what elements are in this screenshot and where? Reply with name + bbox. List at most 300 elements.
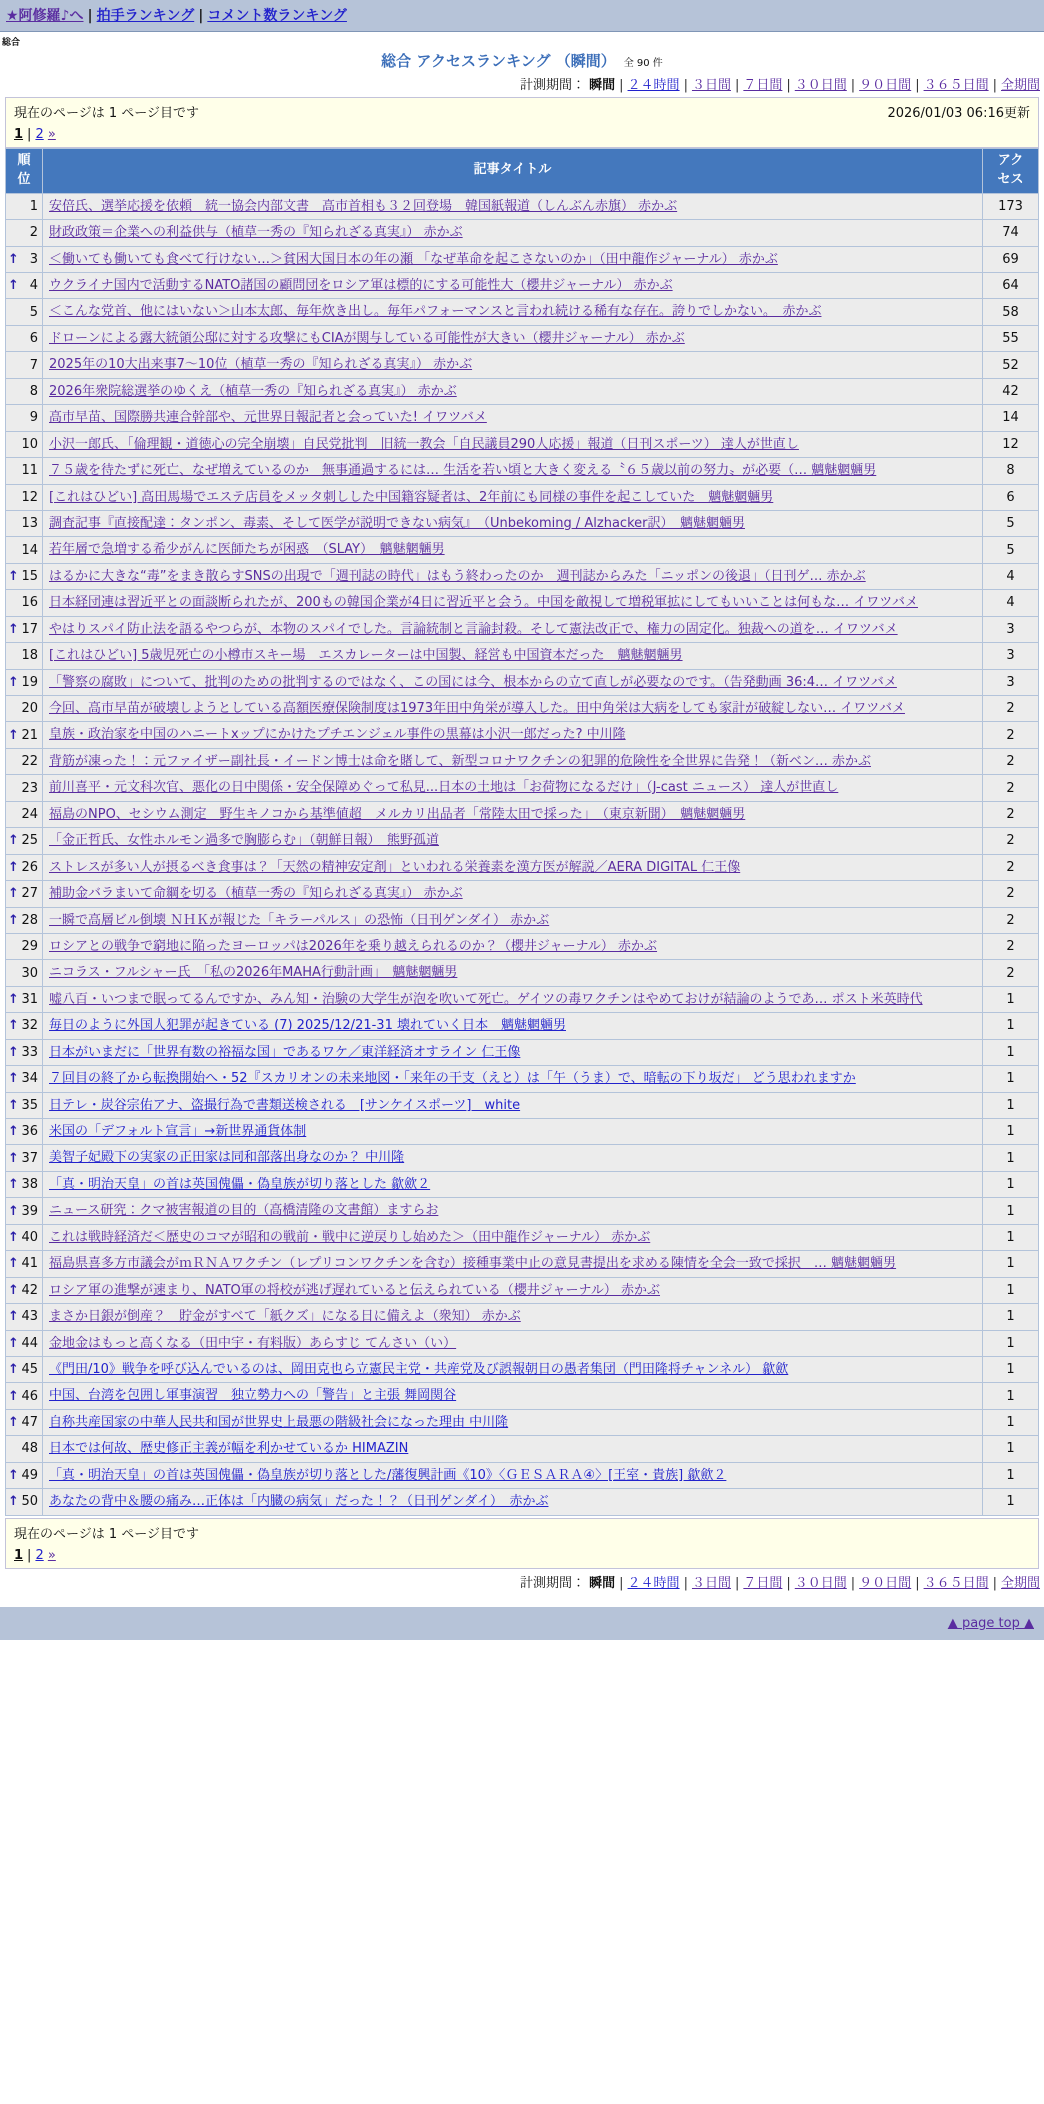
separator: | [992,1575,997,1591]
rank-up-arrow-icon: ↑ [8,886,19,902]
title-cell [43,246,983,272]
access-count: 6 [983,484,1039,510]
rank-cell [6,246,43,272]
rank-cell [6,1304,43,1330]
rank-cell [6,1383,43,1409]
article-link[interactable]: ドローンによる露大統領公邸に対する攻撃にもCIAが関与している可能性が大きい（櫻井ジャーナル） 赤かぶ [49,330,685,346]
title-cell [43,193,983,219]
page-link[interactable]: 2 [35,1547,44,1563]
rank-up-arrow-icon: ↑ [8,1071,19,1087]
access-count: 2 [983,748,1039,774]
rank-number: 41 [21,1256,38,1272]
title-cell [43,590,983,616]
rank-up-arrow-icon: ↑ [8,1362,19,1378]
title-cell [43,1092,983,1118]
table-row [6,1066,1039,1092]
rank-number: 35 [21,1097,38,1113]
table-row [6,1489,1039,1515]
table-row [6,696,1039,722]
rank-cell [6,325,43,351]
article-link[interactable]: やはりスパイ防止法を語るやつらが、本物のスパイでした。言論統制と言論封殺。そして憲法改正で、権力の固定化。独裁への道を… イワツバメ [49,621,898,637]
article-link[interactable]: 美智子妃殿下の実家の正田家は同和部落出身なのか？ 中川隆 [49,1150,405,1166]
article-link[interactable]: ウクライナ国内で活動するNATO諸国の顧問団をロシア軍は標的にする可能性大（櫻井ジャーナル） 赤かぶ [49,278,673,293]
title-cell [43,484,983,510]
title-cell [43,722,983,748]
rank-number: 29 [21,939,38,955]
rank-cell [6,643,43,669]
rank-cell [6,1409,43,1435]
table-row [6,325,1039,351]
period-link[interactable]: 全期間 [1000,78,1040,93]
article-link[interactable]: これは戦時経済だ＜歴史のコマが昭和の戦前・戦中に逆戻りし始めた＞（田中龍作ジャーナル） 赤かぶ [49,1229,651,1245]
page-info-box-bottom [5,1518,1039,1569]
access-count: 1 [983,1145,1039,1171]
article-link[interactable]: ニコラス・フルシャー氏 「私の2026年MAHA行動計画」 魑魅魍魎男 [49,965,458,981]
rank-number: 39 [21,1203,38,1219]
title-cell [43,1462,983,1488]
article-link[interactable]: 今回、高市早苗が破壊しようとしている高額医療保険制度は1973年田中角栄が導入した。田中角栄は大病をしても家計が破綻しない… イワツバメ [49,701,905,716]
rank-number: 23 [21,780,38,796]
rank-cell [6,828,43,854]
rank-number: 3 [29,251,38,267]
top-nav-link[interactable]: 拍手ランキング [96,8,195,24]
access-count: 1 [983,1198,1039,1224]
article-link[interactable]: 2026年衆院総選挙のゆくえ（植草一秀の『知られざる真実』） 赤かぶ [49,383,457,399]
access-count: 58 [983,299,1039,325]
page-top-bar [0,1607,1044,1640]
article-link[interactable]: 日本では何故、歴史修正主義が幅を利かせているか HIMAZIN [49,1441,409,1457]
rank-number: 1 [29,198,38,214]
access-count: 1 [983,1489,1039,1515]
article-link[interactable]: 「金正哲氏、女性ホルモン過多で胸膨らむ」（朝鮮日報） 熊野孤道 [49,833,440,849]
rank-number: 43 [21,1309,38,1325]
rank-up-arrow-icon: ↑ [8,1097,19,1113]
access-count: 52 [983,352,1039,378]
article-link[interactable]: ＜働いても働いても食べて行けない…＞貧困大国日本の年の瀬 「なぜ革命を起こさないのか」（田中龍作ジャーナル） 赤かぶ [49,251,778,267]
updated-timestamp: 2026/01/03 06:16更新 [887,106,1030,121]
table-row [6,986,1039,1012]
rank-cell [6,1092,43,1118]
rank-cell [6,748,43,774]
separator: | [619,78,624,93]
period-link[interactable]: ３日間 [691,1575,731,1591]
period-link[interactable]: ７日間 [743,1575,783,1591]
article-link[interactable]: 米国の「デフォルト宣言」→新世界通貨体制 [49,1124,307,1139]
rank-cell [6,1436,43,1462]
period-link[interactable]: ３日間 [691,78,731,93]
table-row [6,616,1039,642]
separator: | [27,127,32,142]
rank-cell [6,1224,43,1250]
title-cell [43,1356,983,1382]
page-info-box-top [5,97,1039,148]
rank-cell [6,696,43,722]
period-selector-bottom [0,1569,1044,1593]
article-link[interactable]: 背筋が凍った！：元ファイザー副社長・イードン博士は命を賭して、新型コロナワクチンの犯罪的危険性を全世界に告発！（新ベン… 赤かぶ [49,753,871,769]
rank-number: 48 [21,1441,38,1457]
access-count: 3 [983,616,1039,642]
current-page-number[interactable]: 1 [14,1547,24,1563]
rank-number: 16 [21,595,38,611]
title-cell [43,801,983,827]
table-row [6,748,1039,774]
rank-up-arrow-icon: ↑ [8,1467,19,1483]
rank-cell [6,616,43,642]
period-link[interactable]: ９０日間 [859,78,912,93]
article-link[interactable]: 高市早苗、国際勝共連合幹部や、元世界日報記者と会っていた! イワツバメ [49,410,487,426]
title-cell [43,1119,983,1145]
article-link[interactable]: 「警察の腐敗」について、批判のための批判するのではなく、この国には今、根本からの立て直しが必要なのです。（告発動画 36:4… イワツバメ [49,674,897,690]
title-cell [43,986,983,1012]
access-count: 12 [983,431,1039,457]
separator: | [734,1575,740,1591]
access-count: 2 [983,775,1039,801]
page-top-link[interactable]: ▲ page top ▲ [947,1615,1034,1631]
corner-label: 総合 [2,38,21,48]
period-link[interactable]: ３０日間 [794,1575,847,1591]
title-cell [43,748,983,774]
table-row [6,246,1039,272]
rank-up-arrow-icon: ↑ [8,1256,19,1272]
title-cell [43,960,983,986]
title-cell [43,510,983,536]
article-link[interactable]: 前川喜平・元文科次官、悪化の日中関係・安全保障めぐって私見...日本の土地は「お荷物になるだけ」（J-cast ニュース） 達人が世直し [49,780,839,796]
rank-cell [6,563,43,589]
article-link[interactable]: 一瞬で高層ビル倒壊 ＮＨＫが報じた「キラーパルス」の恐怖（日刊ゲンダイ） 赤かぶ [49,912,550,928]
separator: | [915,1575,920,1591]
table-row [6,1330,1039,1356]
separator: | [850,78,856,93]
article-link[interactable]: 福島県喜多方市議会がｍＲＮＡワクチン（レプリコンワクチンを含む）接種事業中止の意見書提出を求める陳情を全会一致で採択 … 魑魅魍魎男 [49,1256,897,1272]
rank-cell [6,1330,43,1356]
rank-cell [6,1356,43,1382]
table-row [6,1092,1039,1118]
page-title: 総合 アクセスランキング （瞬間） [381,52,616,70]
table-row [6,1119,1039,1145]
title-cell [43,1066,983,1092]
article-link[interactable]: 安倍氏、選挙応援を依頼 統一協会内部文書 高市首相も３２回登場 韓国紙報道（しんぶん赤旗） 赤かぶ [49,198,678,214]
title-cell [43,1039,983,1065]
rank-up-arrow-icon: ↑ [8,1309,19,1325]
article-link[interactable]: 補助金バラまいて命綱を切る（植草一秀の『知られざる真実』） 赤かぶ [49,886,463,902]
rank-number: 12 [21,489,38,505]
rank-cell [6,352,43,378]
page-link[interactable]: » [47,127,56,142]
access-count: 1 [983,1356,1039,1382]
title-cell [43,1383,983,1409]
table-row [6,1224,1039,1250]
column-header-access: アクセス [983,149,1039,194]
rank-cell [6,775,43,801]
table-row [6,273,1039,299]
title-cell [43,669,983,695]
article-link[interactable]: ７回目の終了から転換開始へ・52『スカリオンの未来地図・「来年の干支（えと）は「午（うま）で、暗転の下り坂だ」 どう思われますか [49,1071,856,1087]
rank-up-arrow-icon: ↑ [8,278,19,294]
article-link[interactable]: 毎日のように外国人犯罪が起きている (7) 2025/12/21-31 壊れていく日本 魑魅魍魎男 [49,1018,566,1034]
rank-up-arrow-icon: ↑ [8,833,19,849]
page-link[interactable]: 2 [35,127,44,142]
rank-up-arrow-icon: ↑ [8,1044,19,1060]
rank-number: 33 [21,1044,38,1060]
article-link[interactable]: 嘘八百・いつまで眠ってるんですか、みん知・治験の大学生が泡を吹いて死亡。ゲイツの毒ワクチンはやめておけが結論のようであ… ポスト米英時代 [49,991,923,1007]
rank-cell [6,1251,43,1277]
article-link[interactable]: 《門田/10》戦争を呼び込んでいるのは、岡田克也ら立憲民主党・共産党及び誤報朝日の愚者集団（門田隆将チャンネル） 歙歛 [49,1361,789,1377]
current-period: 瞬間 [589,1575,616,1591]
title-cell [43,1251,983,1277]
access-count: 14 [983,405,1039,431]
table-row [6,1356,1039,1382]
rank-cell [6,1039,43,1065]
rank-cell [6,722,43,748]
rank-number: 34 [21,1071,38,1087]
article-link[interactable]: はるかに大きな“毒”をまき散らすSNSの出現で「週刊誌の時代」はもう終わったのか 週刊誌からみた「ニッポンの後退」（日刊ゲ… 赤かぶ [49,568,866,584]
rank-cell [6,933,43,959]
rank-number: 20 [21,701,38,717]
table-row [6,299,1039,325]
separator: | [87,8,93,24]
article-link[interactable]: 財政政策＝企業への利益供与（植草一秀の『知られざる真実』） 赤かぶ [49,225,463,241]
rank-number: 37 [21,1150,38,1166]
rank-number: 18 [21,648,38,664]
access-count: 2 [983,933,1039,959]
table-row [6,775,1039,801]
access-count: 1 [983,1092,1039,1118]
table-row [6,352,1039,378]
period-link[interactable]: 全期間 [1000,1575,1040,1591]
rank-number: 45 [21,1362,38,1378]
separator: | [915,78,920,93]
rank-cell [6,801,43,827]
rank-up-arrow-icon: ↑ [8,569,19,585]
rank-cell [6,458,43,484]
article-link[interactable]: 2025年の10大出来事7～10位（植草一秀の『知られざる真実』） 赤かぶ [49,357,473,373]
period-link[interactable]: ２４時間 [627,78,680,93]
table-header-row [6,149,1039,194]
access-count: 55 [983,325,1039,351]
table-row [6,1409,1039,1435]
article-link[interactable]: 中国、台湾を包囲し軍事演習 独立勢力への「警告」と主張 舞岡関谷 [49,1388,457,1404]
article-link[interactable]: 日本経団連は習近平との面談断られたが、200もの韓国企業が4日に習近平と会う。中国を敵視して増税軍拡にしてもいいことは何もな… イワツバメ [49,595,918,611]
page-link[interactable]: » [47,1547,56,1563]
rank-cell [6,1066,43,1092]
rank-up-arrow-icon: ↑ [8,1415,19,1431]
rank-cell [6,590,43,616]
title-cell [43,854,983,880]
rank-number: 8 [29,383,38,399]
period-link[interactable]: ３６５日間 [923,1575,989,1591]
table-row [6,484,1039,510]
article-link[interactable]: 日テレ・炭谷宗佑アナ、盗撮行為で書類送検される [サンケイスポーツ] white [49,1097,521,1113]
separator: | [992,78,997,93]
article-link[interactable]: 金地金はもっと高くなる（田中宇・有料版）あらすじ てんさい（い） [49,1335,457,1351]
rank-number: 44 [21,1335,38,1351]
title-cell [43,643,983,669]
table-row [6,537,1039,563]
article-link[interactable]: 「真・明治天皇」の首は英国傀儡・偽皇族が切り落とした 歙歛２ [49,1176,431,1192]
rank-number: 50 [21,1494,38,1510]
access-count: 2 [983,854,1039,880]
rank-up-arrow-icon: ↑ [8,1229,19,1245]
rank-number: 42 [21,1282,38,1298]
access-count: 1 [983,1251,1039,1277]
title-cell [43,220,983,246]
table-row [6,193,1039,219]
table-row [6,801,1039,827]
rank-number: 14 [21,542,38,558]
access-count: 1 [983,1066,1039,1092]
rank-number: 49 [21,1467,38,1483]
current-page-number[interactable]: 1 [14,127,24,142]
rank-cell [6,1198,43,1224]
article-link[interactable]: 若年層で急増する希少がんに医師たちが困惑 （SLAY） 魑魅魍魎男 [49,542,445,558]
article-link[interactable]: ニュース研究：クマ被害報道の目的（高橋清隆の文書館）ますらお [49,1203,439,1219]
table-row [6,722,1039,748]
title-cell [43,1409,983,1435]
article-link[interactable]: ストレスが多い人が摂るべき食事は？「天然の精神安定剤」といわれる栄養素を漢方医が解説／AERA DIGITAL 仁王像 [49,859,741,875]
access-count: 1 [983,1119,1039,1145]
rank-up-arrow-icon: ↑ [8,1335,19,1351]
access-count: 2 [983,881,1039,907]
period-link[interactable]: ２４時間 [627,1575,680,1591]
title-cell [43,431,983,457]
access-count: 1 [983,1304,1039,1330]
access-count: 1 [983,1039,1039,1065]
title-cell [43,1330,983,1356]
access-count: 4 [983,563,1039,589]
period-link[interactable]: ７日間 [743,78,783,93]
separator: | [850,1575,856,1591]
rank-cell [6,1145,43,1171]
access-count: 42 [983,378,1039,404]
rank-number: 15 [21,569,38,585]
article-link[interactable]: [これはひどい] 高田馬場でエステ店員をメッタ刺しした中国籍容疑者は、2年前にも同様の事件を起こしていた 魑魅魍魎男 [49,489,774,505]
rank-cell [6,1277,43,1303]
rank-up-arrow-icon: ↑ [8,1018,19,1034]
separator: | [786,1575,791,1591]
rank-cell [6,669,43,695]
separator: | [27,1547,32,1563]
article-link[interactable]: 調査記事『直接配達：タンポン、毒素、そして医学が説明できない病気』 （Unbekoming / Alzhacker訳） 魑魅魍魎男 [49,515,745,531]
rank-up-arrow-icon: ↑ [8,1177,19,1193]
table-row [6,881,1039,907]
rank-number: 17 [21,621,38,637]
rank-cell [6,510,43,536]
table-row [6,458,1039,484]
article-link[interactable]: ７５歳を待たずに死亡、なぜ増えているのか 無事通過するには… 生活を若い頃と大きく変える〝６５歳以前の努力〟が必要（… 魑魅魍魎男 [49,463,877,479]
rank-number: 11 [21,463,38,479]
period-link[interactable]: ９０日間 [859,1575,912,1591]
rank-number: 32 [21,1018,38,1034]
rank-number: 27 [21,886,38,902]
table-row [6,854,1039,880]
title-cell [43,828,983,854]
article-link[interactable]: あなたの背中＆腰の痛み…正体は「内臓の病気」だった！？（日刊ゲンダイ） 赤かぶ [49,1494,549,1510]
title-cell [43,299,983,325]
article-link[interactable]: 皇族・政治家を中国のハニートxップにかけたプチエンジェル事件の黒幕は小沢一郎だった? 中川隆 [49,727,626,743]
table-row [6,1171,1039,1197]
table-row [6,1383,1039,1409]
access-count: 74 [983,220,1039,246]
article-link[interactable]: 「真・明治天皇」の首は英国傀儡・偽皇族が切り落とした/藩復興計画《10》〈ＧＥＳＡＲＡ④〉[王室・貴族] 歙歛２ [49,1467,727,1483]
rank-cell [6,537,43,563]
rank-up-arrow-icon: ↑ [8,1388,19,1404]
access-count: 5 [983,510,1039,536]
access-count: 1 [983,1277,1039,1303]
table-row [6,1277,1039,1303]
title-cell [43,273,983,299]
table-row [6,1013,1039,1039]
top-nav-bar [0,0,1044,32]
period-link[interactable]: ３０日間 [794,78,847,93]
rank-number: 2 [29,225,38,241]
rank-number: 5 [29,304,38,320]
rank-cell [6,1119,43,1145]
pagination-top [14,127,1030,142]
period-selector-top [0,71,1044,95]
access-count: 2 [983,801,1039,827]
access-count: 1 [983,1409,1039,1435]
rank-up-arrow-icon: ↑ [8,1494,19,1510]
ranking-rows [6,193,1039,1515]
article-link[interactable]: ロシア軍の進撃が速まり、NATO軍の将校が逃げ遅れていると伝えられている（櫻井ジャーナル） 赤かぶ [49,1282,661,1298]
rank-cell [6,378,43,404]
period-link[interactable]: ３６５日間 [923,78,989,93]
separator: | [683,1575,688,1591]
rank-number: 31 [21,992,38,1008]
current-period: 瞬間 [589,78,616,93]
top-nav-link[interactable]: ★阿修羅♪へ [6,8,84,24]
access-count: 3 [983,669,1039,695]
access-count: 1 [983,1013,1039,1039]
table-row [6,378,1039,404]
rank-cell [6,881,43,907]
table-row [6,1039,1039,1065]
separator: | [619,1575,624,1591]
article-link[interactable]: 小沢一郎氏、「倫理観・道徳心の完全崩壊」自民党批判 旧統一教会「自民議員290人応援」報道（日刊スポーツ） 達人が世直し [49,436,799,452]
title-cell [43,696,983,722]
access-count: 1 [983,1171,1039,1197]
title-cell [43,1224,983,1250]
table-row [6,590,1039,616]
article-link[interactable]: 自称共産国家の中華人民共和国が世界史上最悪の階級社会になった理由 中川隆 [49,1414,509,1430]
title-cell [43,616,983,642]
article-link[interactable]: まさか日銀が倒産？ 貯金がすべて「紙クズ」になる日に備えよ（衆知） 赤かぶ [49,1309,521,1325]
rank-cell [6,1462,43,1488]
article-link[interactable]: ロシアとの戦争で窮地に陥ったヨーロッパは2026年を乗り越えられるのか？（櫻井ジャーナル） 赤かぶ [49,938,658,954]
article-link[interactable]: 福島のNPO、セシウム測定 野生キノコから基準値超 メルカリ出品者「常陸太田で採った」 （東京新聞） 魑魅魍魎男 [49,806,746,822]
pagination-bottom [14,1548,1030,1563]
top-nav-links [6,8,347,24]
article-link[interactable]: ＜こんな党首、他にはいない＞山本太郎、毎年炊き出し。毎年パフォーマンスと言われ続ける稀有な存在。誇りでしかない。 赤かぶ [49,304,822,320]
top-nav-link[interactable]: コメント数ランキング [207,8,347,24]
rank-number: 40 [21,1229,38,1245]
access-count: 1 [983,1383,1039,1409]
current-page-text: 現在のページは 1 ページ目です [14,106,200,121]
rank-up-arrow-icon: ↑ [8,1282,19,1298]
rank-cell [6,484,43,510]
rank-number: 21 [21,727,38,743]
rank-cell [6,907,43,933]
title-cell [43,1171,983,1197]
article-link[interactable]: [これはひどい] 5歳児死亡の小樽市スキー場 エスカレーターは中国製、経営も中国資本だった 魑魅魍魎男 [49,648,683,664]
article-link[interactable]: 日本がいまだに「世界有数の裕福な国」であるワケ／東洋経済オすライン 仁王像 [49,1044,521,1060]
table-row [6,933,1039,959]
table-row [6,960,1039,986]
rank-up-arrow-icon: ↑ [8,859,19,875]
title-cell [43,1277,983,1303]
column-header-title: 記事タイトル [43,149,983,194]
access-count: 2 [983,722,1039,748]
